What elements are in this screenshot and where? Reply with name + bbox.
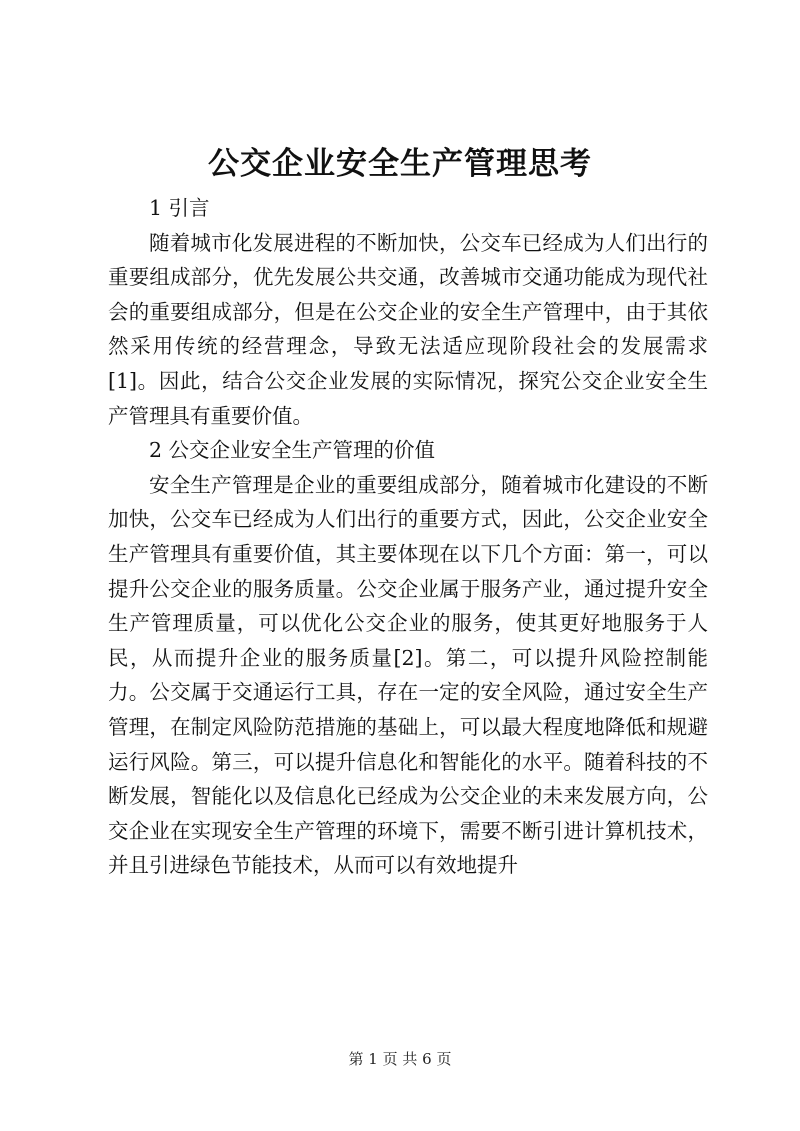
page-number-footer: 第 1 页 共 6 页 <box>348 1050 452 1068</box>
document-body <box>108 191 708 883</box>
section-paragraph: 安全生产管理是企业的重要组成部分，随着城市化建设的不断加快，公交车已经成为人们出行的重要方式，因此，公交企业安全生产管理具有重要价值，其主要体现在以下几个方面：第一，可以提升公交企业的服务质量。公交企业属于服务产业，通过提升安全生产管理质量，可以优化公交企业的服务，使其更好地服务于人民，从而提升企业的服务质量[2]。第二，可以提升风险控制能力。公交属于交通运行工具，存在一定的安全风险，通过安全生产管理，在制定风险防范措施的基础上，可以最大程度地降低和规避运行风险。第三，可以提升信息化和智能化的水平。随着科技的不断发展，智能化以及信息化已经成为公交企业的未来发展方向，公交企业在实现安全生产管理的环境下，需要不断引进计算机技术，并且引进绿色节能技术，从而可以有效地提升 <box>108 472 708 878</box>
section-paragraph: 随着城市化发展进程的不断加快，公交车已经成为人们出行的重要组成部分，优先发展公共交通，改善城市交通功能成为现代社会的重要组成部分，但是在公交企业的安全生产管理中，由于其依然采用传统的经营理念，导致无法适应现阶段社会的发展需求[1]。因此，结合公交企业发展的实际情况，探究公交企业安全生产管理具有重要价值。 <box>108 230 708 428</box>
section-heading-value: 2 公交企业安全生产管理的价值 <box>149 438 436 463</box>
document-title: 公交企业安全生产管理思考 <box>208 146 592 182</box>
section-heading-introduction: 1 引言 <box>149 196 210 220</box>
